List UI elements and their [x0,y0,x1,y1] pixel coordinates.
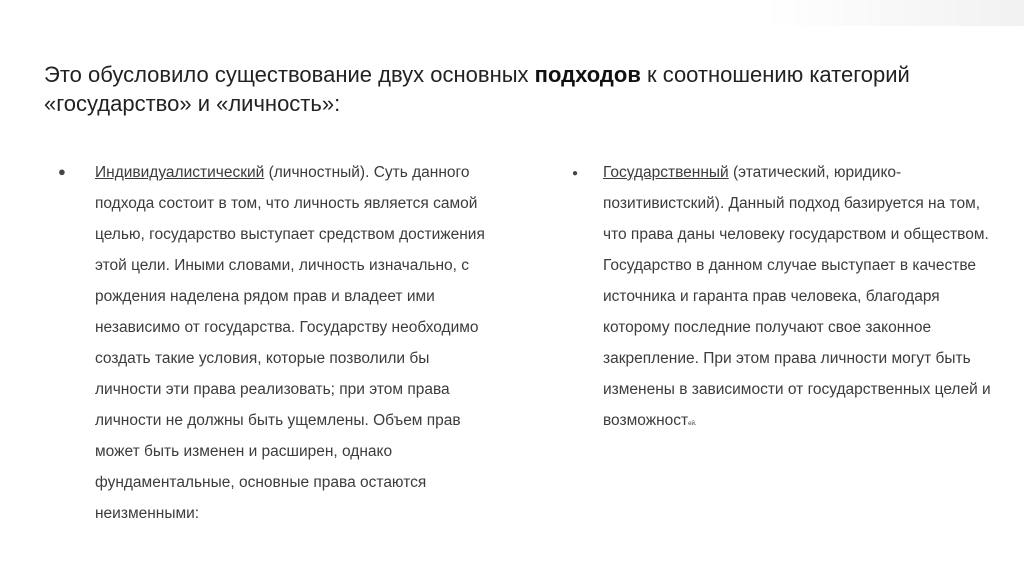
right-column-text [603,157,993,436]
heading-bold-word: подходов [534,62,641,87]
slide-heading [44,60,984,118]
top-bar-sheen [764,0,1024,26]
heading-part-2: к соотношению категорий «государство» и «личность»: [44,62,910,116]
top-bar [0,0,1024,26]
heading-part-1: Это обусловило существование двух основных [44,62,535,87]
left-term: Индивидуалистический [95,164,265,181]
right-bullet-icon: ● [572,168,579,179]
right-body-tail: ей. [688,421,697,427]
right-term: Государственный [603,164,729,181]
left-body: (личностный). Суть данного подхода состоит в том, что личность является самой целью, государство выступает средством достижения этой цели. Иными словами, личность изначально, с рождения наделена рядом прав и владеет ими независимо от государства. Государству необходимо создать такие условия, которые позволили бы личности эти права реализовать; при этом права личности не должны быть ущемлены. Объем прав может быть изменен и расширен, однако фундаментальные, основные права остаются неизменными: [95,164,485,522]
left-bullet-icon: ● [58,164,66,179]
right-body: (этатический, юридико-позитивистский). Данный подход базируется на том, что права даны человеку государством и обществом. Государство в данном случае выступает в качестве источника и гаранта прав человека, благодаря которому последние получают свое законное закрепление. При этом права личности могут быть изменены в зависимости от государственных целей и возможност [603,164,991,429]
left-column-text [95,157,485,529]
